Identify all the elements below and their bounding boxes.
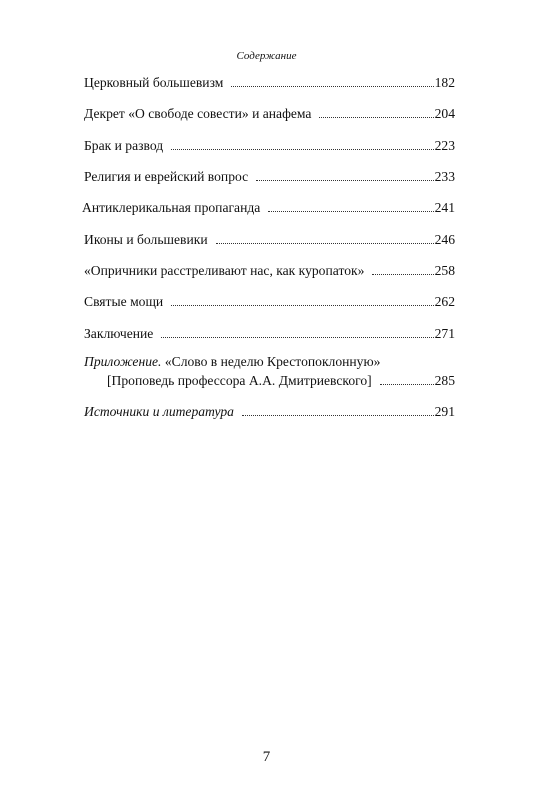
toc-entry-page: 233: [434, 169, 455, 184]
toc-entry-title: «Опричники расстреливают нас, как куропаток»: [84, 263, 365, 278]
toc-entry-page: 223: [434, 138, 455, 153]
toc-entry-page: 291: [434, 404, 455, 419]
running-head: Содержание: [236, 50, 297, 62]
toc-entry-title: Декрет «О свободе совести» и анафема: [84, 106, 312, 121]
toc-entry-title: Заключение: [84, 326, 154, 341]
toc-entry-page: 258: [434, 263, 455, 278]
toc-entry-page: 182: [434, 75, 455, 90]
toc-entry-page: 204: [434, 106, 455, 121]
toc-entry-title: Антиклерикальная пропаганда: [82, 200, 261, 215]
toc-entry[interactable]: [84, 138, 455, 154]
appendix-label: Приложение.: [84, 354, 162, 369]
toc-entry-page: 262: [434, 294, 455, 309]
dot-leader: [242, 414, 434, 416]
toc-entry[interactable]: [82, 200, 455, 216]
dot-leader: [380, 383, 434, 385]
toc-entry-title: Церковный большевизм: [84, 75, 224, 90]
toc-entry-sources[interactable]: [84, 404, 455, 420]
toc-entry-appendix[interactable]: [107, 373, 455, 389]
appendix-title-line2: [Проповедь профессора А.А. Дмитриевского]: [107, 373, 372, 388]
toc-appendix-heading[interactable]: [84, 354, 380, 370]
dot-leader: [171, 304, 433, 306]
dot-leader: [161, 336, 433, 338]
toc-entry[interactable]: [84, 232, 455, 248]
dot-leader: [256, 179, 433, 181]
dot-leader: [171, 148, 433, 150]
dot-leader: [231, 85, 433, 87]
toc-entry-title: Святые мощи: [84, 294, 164, 309]
toc-entry[interactable]: [84, 75, 455, 91]
toc-entry-title: Источники и литература: [84, 404, 234, 419]
toc-entry-page: 241: [434, 200, 455, 215]
dot-leader: [319, 116, 433, 118]
toc-entry[interactable]: [84, 169, 455, 185]
toc-entry[interactable]: [84, 106, 455, 122]
toc-entry-title: Иконы и большевики: [84, 232, 208, 247]
toc-entry-page: 246: [434, 232, 455, 247]
dot-leader: [268, 210, 433, 212]
toc-entry-page: 285: [434, 373, 455, 388]
toc-entry[interactable]: [84, 294, 455, 310]
toc-entry-title: Религия и еврейский вопрос: [84, 169, 249, 184]
dot-leader: [216, 242, 434, 244]
toc-entry[interactable]: [84, 326, 455, 342]
dot-leader: [372, 273, 433, 275]
page-number: 7: [262, 749, 271, 765]
appendix-title-line1: «Слово в неделю Крестопоклонную»: [164, 354, 381, 369]
toc-entry-title: Брак и развод: [84, 138, 164, 153]
toc-entry[interactable]: [84, 263, 455, 279]
toc-entry-page: 271: [434, 326, 455, 341]
